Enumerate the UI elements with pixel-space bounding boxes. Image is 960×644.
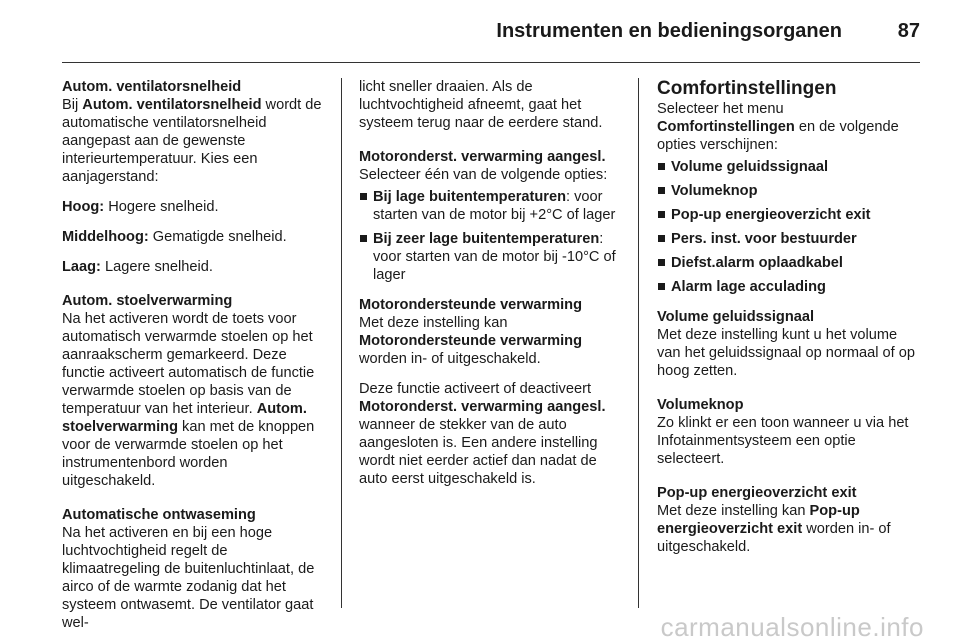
vent-heading: Autom. ventilatorsnelheid [62,79,242,95]
assist2-post: wanneer de stekker van de auto aangesloten is. Een andere instelling wordt niet eerder actief dan nadat de auto eerst uitgeschakeld is. [359,417,598,487]
engine-intro: Selecteer één van de volgende opties: [359,167,608,183]
middel-line [62,228,324,246]
column-2 [359,78,621,500]
opt2-text: : voor starten van de motor bij -10°C of lager [373,231,616,283]
seat-section [62,292,324,490]
hoog-line [62,198,324,216]
vol-text: Met deze instelling kunt u het volume van het geluidssignaal op normaal of op hoog zetten. [657,327,915,379]
column-3 [657,78,920,568]
watermark: carmanualsonline.info [660,612,924,642]
middel-label: Middelhoog: [62,229,149,245]
comfort-option: Volume geluidssignaal [657,158,920,176]
demist-heading: Automatische ontwaseming [62,507,256,523]
engine-heading: Motoronderst. verwarming aangesl. [359,149,606,165]
demist-text: Na het activeren en bij een hoge luchtvochtigheid regelt de klimaatregeling de buitenluchtinlaat, de airco of de warmte zodanig dat het systeem ontwasemt. De ventilator gaat wel- [62,525,315,631]
hoog-label: Hoog: [62,199,105,215]
laag-label: Laag: [62,259,101,275]
assist-section [359,296,621,368]
comfort-pre: Selecteer het menu [657,101,784,117]
seat-bold: Autom. stoelverwarming [62,401,307,435]
cont-text: licht sneller draaien. Als de luchtvochtigheid afneemt, gaat het systeem terug naar de eerdere stand. [359,79,603,131]
seat-text1: Na het activeren wordt de toets voor automatisch verwarmde stoelen op het aanraakscherm gemarkeerd. Deze functie activeert automatisch de functie verwarmde stoelen op basis van de temperatuur van het interieur. [62,311,315,417]
assist-pre: Met deze instelling kan [359,315,508,331]
hoog-text: Hogere snelheid. [104,199,219,215]
page-number: 87 [897,20,920,42]
comfort-options [657,158,920,296]
engine-option-2 [359,230,621,284]
opt1-bold: Bij lage buitentemperaturen [373,189,566,205]
comfort-option: Pop-up energieoverzicht exit [657,206,920,224]
seat-text2: kan met de knoppen voor de verwarmde stoelen op het instrumentenbord worden uitgeschakeld. [62,419,315,489]
knob-heading: Volumeknop [657,397,744,413]
knob-text: Zo klinkt er een toon wanneer u via het Infotainmentsysteem een optie selecteert. [657,415,909,467]
comfort-title: Comfortinstellingen [657,78,837,99]
seat-heading: Autom. stoelverwarming [62,293,233,309]
page-header [62,0,920,63]
column-divider-1 [341,78,342,608]
popup-pre: Met deze instelling kan [657,503,810,519]
demist-section [62,506,324,632]
popup-heading: Pop-up energieoverzicht exit [657,485,857,501]
knob-section [657,396,920,468]
assist2-section [359,380,621,488]
vol-heading: Volume geluidssignaal [657,309,815,325]
assist-heading: Motorondersteunde verwarming [359,297,582,313]
column-1 [62,78,324,644]
header-title: Instrumenten en bedieningsorganen [496,20,842,42]
middel-text: Gematigde snelheid. [148,229,287,245]
comfort-option: Alarm lage acculading [657,278,920,296]
assist-post: worden in- of uitgeschakeld. [359,351,541,367]
laag-line [62,258,324,276]
comfort-section [657,78,920,154]
popup-bold: Pop-up energieoverzicht exit [657,503,860,537]
assist2-bold: Motoronderst. verwarming aangesl. [359,399,606,415]
engine-options [359,188,621,284]
comfort-option: Volumeknop [657,182,920,200]
opt1-text: : voor starten van de motor bij +2°C of lager [373,189,616,223]
engine-section [359,148,621,184]
popup-post: worden in- of uitgeschakeld. [657,521,891,555]
vent-post: wordt de automatische ventilatorsnelheid aangepast aan de gewenste interieurtemperatuur. Kies een aanjagerstand: [62,97,322,185]
assist2-pre: Deze functie activeert of deactiveert [359,381,591,397]
vent-section [62,78,324,186]
column-divider-2 [638,78,639,608]
comfort-option: Pers. inst. voor bestuurder [657,230,920,248]
vent-bold: Autom. ventilatorsnelheid [82,97,262,113]
vent-pre: Bij [62,97,83,113]
vol-section [657,308,920,380]
opt2-bold: Bij zeer lage buitentemperaturen [373,231,600,247]
assist-bold: Motorondersteunde verwarming [359,333,582,349]
comfort-option: Diefst.alarm oplaadkabel [657,254,920,272]
comfort-bold: Comfortinstellingen [657,119,795,135]
laag-text: Lagere snelheid. [100,259,213,275]
engine-option-1 [359,188,621,224]
popup-section [657,484,920,556]
comfort-post: en de volgende opties verschijnen: [657,119,899,153]
